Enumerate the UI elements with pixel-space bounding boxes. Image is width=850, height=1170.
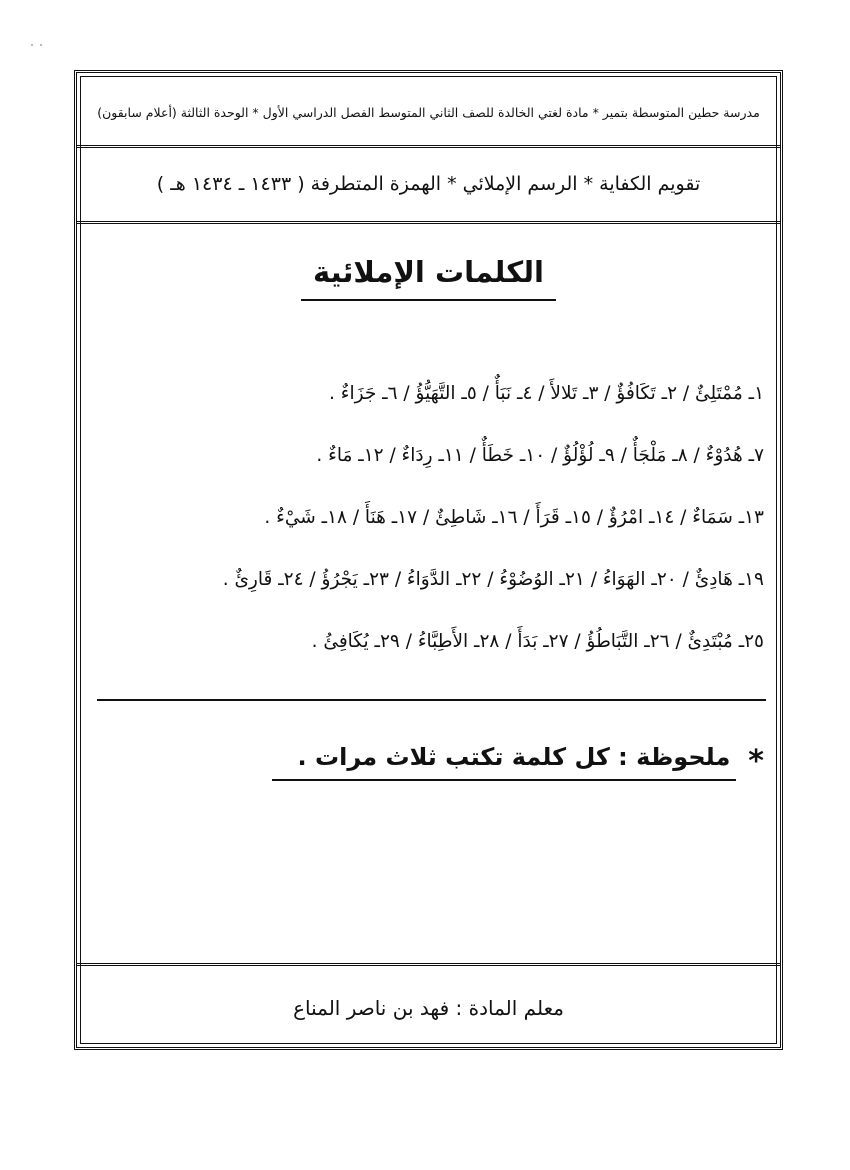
worksheet-title: تقويم الكفاية * الرسم الإملائي * الهمزة المتطرفة ( ١٤٣٣ ـ ١٤٣٤ هـ ) — [156, 173, 701, 195]
scan-speck — [40, 44, 42, 46]
scan-speck — [31, 44, 33, 46]
spelling-words-list — [107, 363, 764, 673]
school-info-line: مدرسة حطين المتوسطة بتمير * مادة لغتي الخالدة للصف الثاني المتوسط الفصل الدراسي الأول * الوحدة الثالثة (أعلام سابقون) — [97, 104, 760, 120]
footer-divider — [77, 963, 780, 966]
note — [272, 743, 765, 781]
word-line: ١٣ـ سَمَاءٌ / ١٤ـ امْرُؤٌ / ١٥ـ قَرَأَ / ١٦ـ شَاطِئٌ / ١٧ـ هَنَأَ / ١٨ـ شَيْءٌ . — [264, 507, 764, 528]
note-text: ملحوظة : كل كلمة تكتب ثلاث مرات . — [272, 743, 737, 781]
word-line: ٢٥ـ مُبْتَدِئٌ / ٢٦ـ التَّبَاطُؤُ / ٢٧ـ بَدَأَ / ٢٨ـ الأَطِبَّاءُ / ٢٩ـ يُكَافِئُ . — [311, 631, 764, 652]
teacher-signature-line: معلم المادة : فهد بن ناصر المناع — [293, 996, 564, 1020]
word-line: ١ـ مُمْتَلِئٌ / ٢ـ تَكَافُؤٌ / ٣ـ تَلالأَ / ٤ـ نَبَأٌ / ٥ـ التَّهَيُّؤُ / ٦ـ جَزَاءٌ . — [329, 383, 764, 404]
worksheet-frame — [74, 70, 783, 1050]
note-star-icon: * — [748, 744, 764, 779]
section-heading-text: الكلمات الإملائية — [301, 255, 556, 301]
title-divider — [77, 221, 780, 224]
word-line: ٧ـ هُدُوْءٌ / ٨ـ مَلْجَأٌ / ٩ـ لُؤْلُؤٌ / ١٠ـ خَطَأٌ / ١١ـ رِدَاءٌ / ١٢ـ مَاءٌ . — [316, 445, 764, 466]
section-heading — [77, 255, 780, 301]
content-rule — [97, 699, 766, 701]
word-line: ١٩ـ هَادِئٌ / ٢٠ـ الهَوَاءُ / ٢١ـ الوُضُوْءُ / ٢٢ـ الدَّوَاءُ / ٢٣ـ يَجْرُؤُ / ٢٤ـ قَارِئٌ . — [222, 569, 764, 590]
